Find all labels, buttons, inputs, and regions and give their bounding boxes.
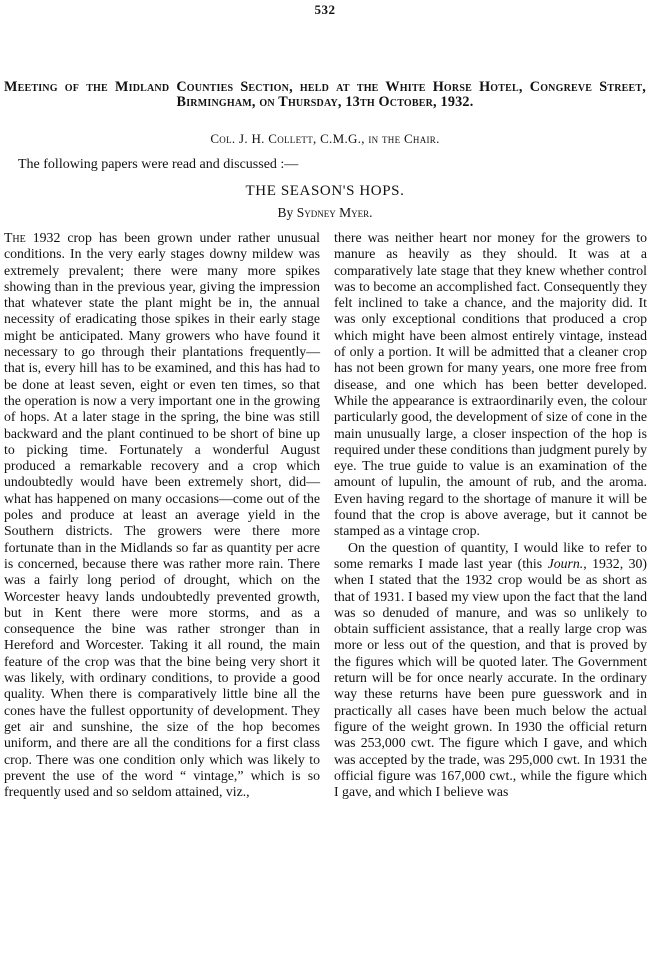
meeting-heading — [4, 80, 646, 110]
paragraph — [4, 230, 320, 800]
page-number: 532 — [314, 2, 336, 17]
paragraph-text: , 1932, 30) when I stated that the 1932 crop would be as short as that of 1931. I based my view upon the fact that the land was so denuded of manure, and was so unlikely to obtain sufficient assistance, that a really large crop was more or less out of the question, and that is proved by the figures which will be quoted later. The Government return will be for once nearly accurate. In the ordinary way these returns have been pure guesswork and in practically all cases have been much below the actual figure of the weight grown. In 1930 the official return was 253,000 cwt. The figure which I gave, and which was accepted by the trade, was 295,000 cwt. In 1931 the official figure was 167,000 cwt., while the figure which I gave, and which I believe was — [334, 555, 647, 800]
paragraph: there was neither heart nor money for the growers to manure as heavily as they should. It was at a comparatively late stage that they knew whether control was to become an accomplished fact. Consequently they felt inclined to take a chance, and the majority did. It was only exceptional conditions that produced a crop which might have been almost entirely vintage, instead of only a portion. It will be admitted that a cleaner crop has not been grown for many years, one more free from disease, and one which has been better developed. While the appearance is extraordinarily even, the colour particularly good, the development of size of cone in the main unusually large, a closer inspection of the hop is required under these conditions than judgment purely by eye. The true guide to value is an examination of the amount of lupulin, the amount of rub, and the aroma. Even having regard to the shortage of manure it will be found that the crop is above average, but it cannot be stamped as a vintage crop. — [334, 230, 647, 539]
paper-title: THE SEASON'S HOPS. — [245, 183, 405, 199]
journal-ref: Journ. — [547, 555, 584, 571]
paragraph-text: On the question of quantity, I would like to refer to some remarks I made last year (this — [334, 539, 647, 571]
author-name: Sydney Myer. — [296, 205, 373, 220]
chair-line: Col. J. H. Collett, C.M.G., in the Chair. — [210, 131, 440, 146]
byline — [0, 205, 650, 221]
byline-prefix: By — [277, 205, 297, 220]
lead-word: The — [4, 230, 26, 245]
body-column-right — [334, 230, 647, 800]
paragraph-text: 1932 crop has been grown under rather unusual conditions. In the very early stages downy mildew was extremely prevalent; there were many more spikes showing than in the previous year, giving the impression that whatever state the plant might be in, the annual necessity of eradicating those spikes in their early stage might be anticipated. Many growers who have found it necessary to go through their plantations frequently—that is, every hill has to be examined, and this has had to be done at least seven, eight or even ten times, so that the operation is now a very important one in the growing of hops. At a later stage in the spring, the bine was still backward and the plant continued to be short of bine up to picking time. Fortunately a wonderful August produced a remarkable recovery and a crop which undoubtedly would have been extremely short, did—what has happened on many occasions—come out of the poles and produce at least an average yield in the Southern districts. The growers were there more fortunate than in the Midlands so far as quantity per acre is concerned, because there was rather more rain. There was a fairly long period of drought, which on the Worcester heavy lands undoubtedly prevented growth, but in Kent there were more storms, and as a consequence the bine was rather stronger than in Hereford and Worcester. Taking it all round, the main feature of the crop was that the bine being very short it was likely, with ordinary conditions, to provide a good quality. When there is comparatively little bine all the cones have the fullest opportunity of development. They get air and sunshine, the size of the hop becomes uniform, and there are all the conditions for a first class crop. There was one condition only which was likely to prevent the use of the word “ vintage,” which is so frequently used and so seldom attained, viz., — [4, 230, 320, 800]
meeting-heading-text: Meeting of the Midland Counties Section, held at the White Horse Hotel, Congreve Street, Birmingham, on Thursday, 13th October, 1932. — [4, 79, 646, 110]
paragraph — [334, 540, 647, 801]
intro-line: The following papers were read and discussed :— — [18, 157, 299, 172]
body-column-left — [4, 230, 320, 800]
